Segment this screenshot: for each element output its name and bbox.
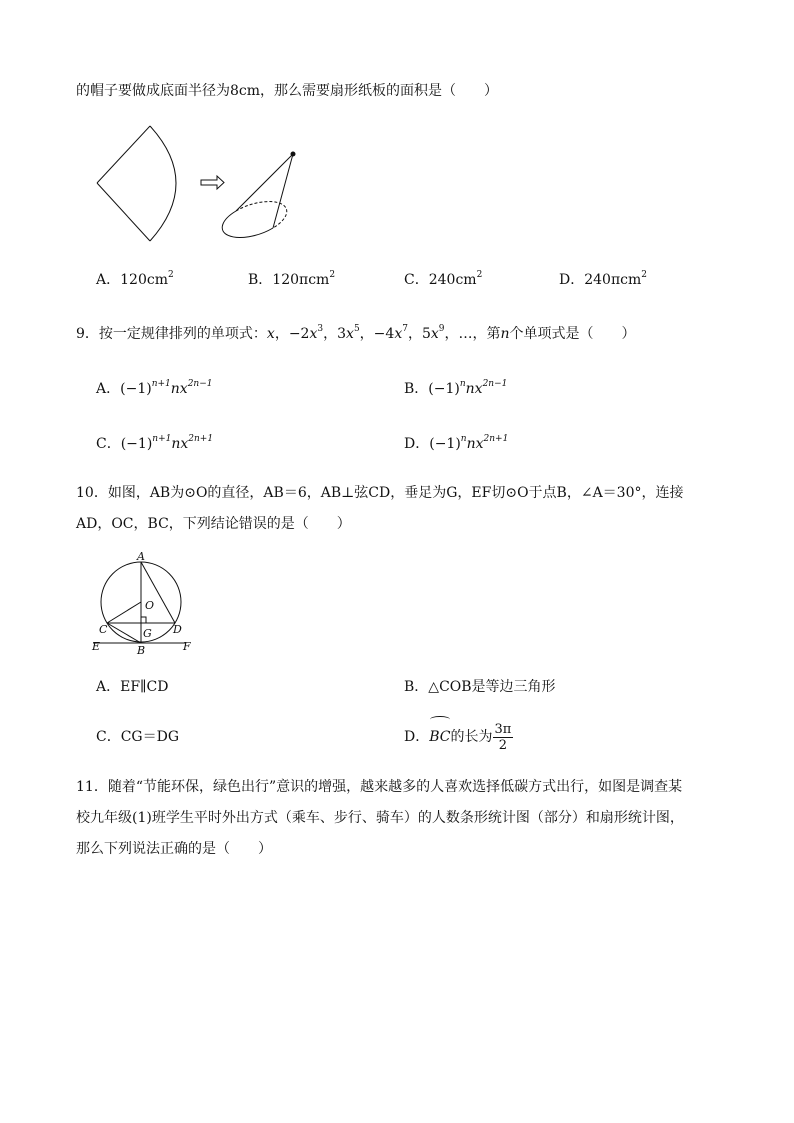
option-text: 的长为 xyxy=(450,729,493,745)
q10-option-b[interactable] xyxy=(404,677,556,697)
q11-stem-line3: 那么下列说法正确的是（ ） xyxy=(76,841,272,857)
option-value: 240πcm xyxy=(584,272,642,288)
transform-arrow-icon xyxy=(201,176,224,189)
q8-option-d[interactable] xyxy=(559,270,647,290)
option-letter: A． xyxy=(96,679,121,695)
q9-option-b[interactable]: B．$(-1)^nnx^{2n-1}$ xyxy=(404,379,508,397)
segment-oc xyxy=(107,602,141,623)
q9-term: $3x^5$ xyxy=(337,324,360,342)
option-letter: B． xyxy=(404,679,429,695)
option-value: 240cm xyxy=(428,272,477,288)
label-o: O xyxy=(145,599,155,612)
option-letter: C． xyxy=(404,272,429,288)
q10-option-c[interactable] xyxy=(96,727,179,747)
q10-stem-line2: AD，OC，BC，下列结论错误的是（ ） xyxy=(76,516,351,532)
q11-stem-line1: 11．随着“节能环保，绿色出行”意识的增强，越来越多的人喜欢选择低碳方式出行，如图是调查某 xyxy=(76,779,683,795)
q9-option-a[interactable]: A．$(-1)^{n+1}nx^{2n-1}$ xyxy=(96,379,213,397)
option-letter: D． xyxy=(404,436,430,452)
label-g: G xyxy=(143,627,152,640)
label-e: E xyxy=(92,640,101,653)
arc-bc: BC xyxy=(429,719,450,755)
right-angle-mark xyxy=(141,617,146,623)
circle-geometry-figure xyxy=(90,550,200,657)
label-b: B xyxy=(137,644,146,657)
option-text: △COB是等边三角形 xyxy=(428,679,556,695)
option-value: 120πcm xyxy=(272,272,330,288)
q8-stem: 的帽子要做成底面半径为8cm，那么需要扇形纸板的面积是（ ） xyxy=(76,83,499,99)
option-exponent: 2 xyxy=(329,270,336,280)
cone-shape xyxy=(222,152,295,237)
label-c: C xyxy=(99,623,108,636)
label-a: A xyxy=(137,550,145,563)
segment-ad xyxy=(141,562,175,623)
q9-prefix: 9．按一定规律排列的单项式： xyxy=(76,326,267,342)
q9-option-c[interactable]: C．$(-1)^{n+1}nx^{2n+1}$ xyxy=(96,434,214,452)
option-letter: B． xyxy=(404,381,429,397)
sector-shape xyxy=(97,126,176,241)
q9-stem: 9．按一定规律排列的单项式：x，$-2x^3$，$3x^5$，$-4x^7$，$5x^9$，…，第n个单项式是（ ） xyxy=(76,324,636,342)
option-text: CG＝DG xyxy=(120,729,180,745)
option-text: EF∥CD xyxy=(120,679,169,695)
q10-option-a[interactable] xyxy=(96,677,168,697)
option-letter: B． xyxy=(248,272,273,288)
q9-option-d[interactable]: D．$(-1)^nnx^{2n+1}$ xyxy=(404,434,509,452)
q9-term: $5x^9$ xyxy=(421,324,445,342)
option-letter: D． xyxy=(404,729,430,745)
q8-option-c[interactable] xyxy=(404,270,482,290)
q9-term: $-4x^7$ xyxy=(373,324,408,342)
option-letter: A． xyxy=(96,381,121,397)
option-letter: C． xyxy=(96,436,121,452)
q8-option-b[interactable] xyxy=(248,270,335,290)
fraction-3pi-over-2: $\frac{3\pi}{2}$ xyxy=(494,721,512,753)
option-exponent: 2 xyxy=(641,270,648,280)
q10-stem-line1: 10．如图，AB为⊙O的直径，AB＝6，AB⊥弦CD，垂足为G，EF切⊙O于点B，∠A＝30°，连接 xyxy=(76,485,684,501)
option-exponent: 2 xyxy=(167,270,174,280)
label-d: D xyxy=(173,623,182,636)
option-letter: C． xyxy=(96,729,121,745)
q9-term: x xyxy=(266,326,275,342)
q11-stem-line2: 校九年级(1)班学生平时外出方式（乘车、步行、骑车）的人数条形统计图（部分）和扇形统计图， xyxy=(76,810,684,826)
option-letter: D． xyxy=(559,272,585,288)
q9-term: $-2x^3$ xyxy=(288,324,324,342)
segment-bc xyxy=(107,623,141,643)
option-value: 120cm xyxy=(120,272,168,288)
sector-cone-figure xyxy=(90,120,410,260)
q8-option-a[interactable] xyxy=(96,270,174,290)
option-exponent: 2 xyxy=(476,270,483,280)
label-f: F xyxy=(183,640,191,653)
q10-option-d[interactable] xyxy=(404,719,513,755)
option-letter: A． xyxy=(96,272,121,288)
